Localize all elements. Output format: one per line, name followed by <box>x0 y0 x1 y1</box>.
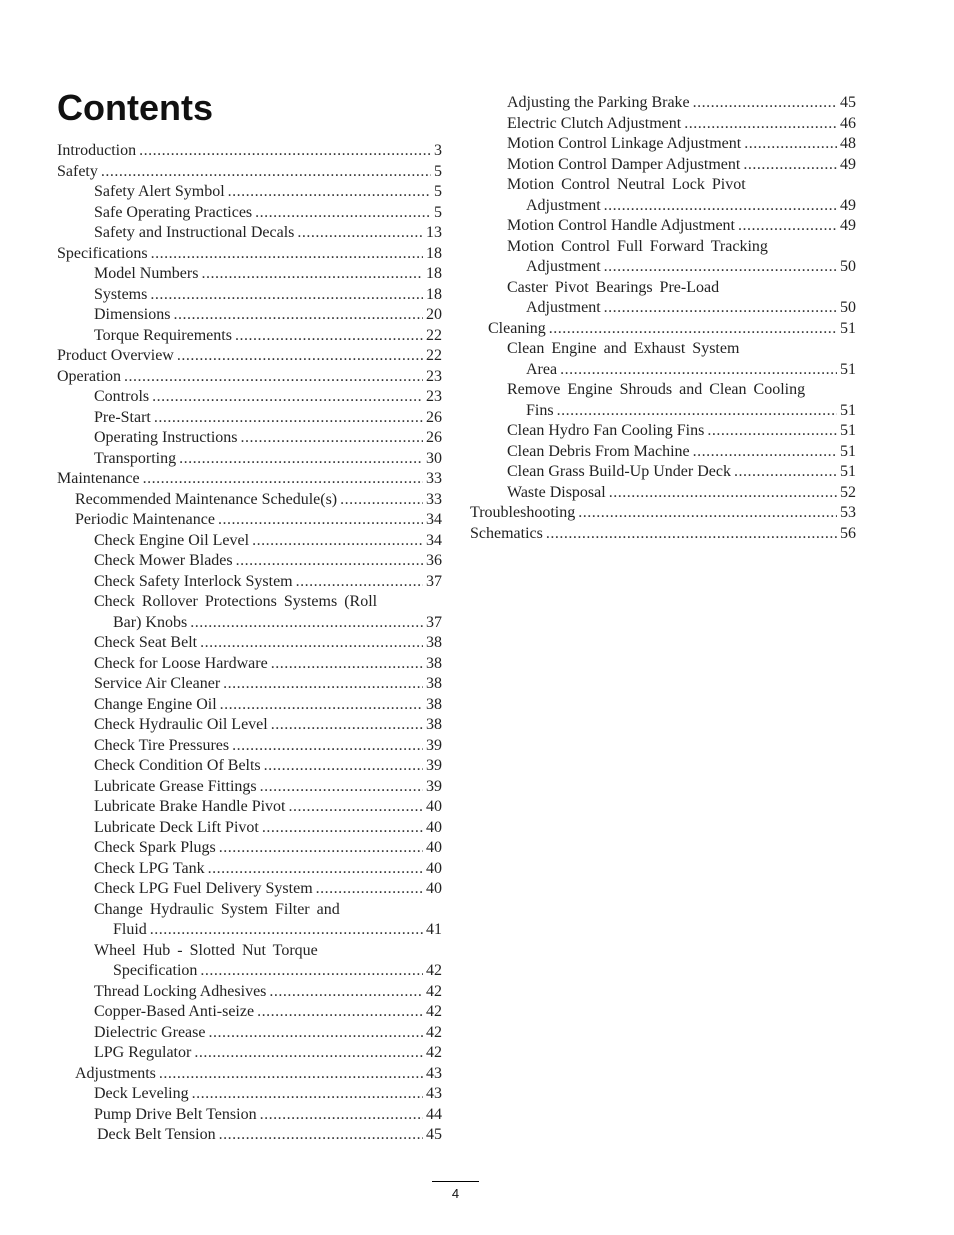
toc-entry-title: Lubricate Brake Handle Pivot <box>94 798 286 815</box>
toc-page-number: 37 <box>426 613 442 631</box>
toc-entry-continuation <box>94 613 442 634</box>
toc-entry[interactable] <box>57 592 442 633</box>
toc-entry[interactable] <box>57 223 442 244</box>
toc-page-number: 42 <box>426 1044 442 1061</box>
toc-page-number: 38 <box>426 675 442 692</box>
toc-page-number: 23 <box>426 388 442 405</box>
toc-entry-title: Service Air Cleaner <box>94 675 221 692</box>
toc-entry-title: Motion Control Linkage Adjustment <box>507 135 742 152</box>
dot-leader <box>152 387 423 408</box>
dot-leader <box>179 449 423 470</box>
dot-leader <box>609 483 837 504</box>
toc-page-number: 40 <box>426 859 442 877</box>
page-number: 4 <box>451 1186 460 1201</box>
toc-entry[interactable] <box>57 1002 442 1023</box>
toc-entry-title: Operating Instructions <box>94 429 238 446</box>
toc-entry-title: Wheel Hub - Slotted Nut Torque <box>94 941 318 959</box>
dot-leader <box>743 155 837 176</box>
toc-page-number: 40 <box>426 880 442 897</box>
toc-page-number: 50 <box>840 299 856 316</box>
toc-page-number: 56 <box>840 524 856 542</box>
toc-entry[interactable] <box>57 777 442 798</box>
toc-page-number: 51 <box>840 422 856 439</box>
dot-leader <box>260 1105 423 1126</box>
toc-entry-title-cont: Fluid <box>113 921 147 938</box>
dot-leader <box>604 298 837 319</box>
toc-entry[interactable] <box>470 175 856 216</box>
toc-page-number: 48 <box>840 135 856 152</box>
toc-entry[interactable] <box>57 941 442 982</box>
dot-leader <box>235 326 423 347</box>
dot-leader <box>101 162 431 183</box>
toc-page-number: 36 <box>426 552 442 569</box>
dot-leader <box>194 1043 423 1064</box>
toc-entry[interactable] <box>57 1125 442 1146</box>
toc-entry[interactable] <box>57 982 442 1003</box>
toc-entry[interactable] <box>57 818 442 839</box>
toc-entry-title: Dimensions <box>94 306 171 323</box>
dot-leader <box>219 1125 423 1146</box>
toc-entry[interactable] <box>470 462 856 483</box>
dot-leader <box>297 223 423 244</box>
toc-entry[interactable] <box>57 469 442 490</box>
dot-leader <box>560 360 837 381</box>
dot-leader <box>262 818 423 839</box>
toc-page-number: 39 <box>426 736 442 754</box>
toc-page-number: 34 <box>426 511 442 528</box>
dot-leader <box>124 367 423 388</box>
toc-page-number: 18 <box>426 265 442 282</box>
toc-page-number: 42 <box>426 1023 442 1041</box>
toc-entry-title: Check Spark Plugs <box>94 839 216 856</box>
toc-entry-title: Safety and Instructional Decals <box>94 224 295 241</box>
dot-leader <box>159 1064 423 1085</box>
toc-page-number: 49 <box>840 196 856 214</box>
dot-leader <box>192 1084 423 1105</box>
toc-entry[interactable] <box>57 797 442 818</box>
dot-leader <box>693 93 837 114</box>
toc-entry-continuation <box>507 257 856 278</box>
toc-entry[interactable] <box>57 387 442 408</box>
toc-entry-title: Motion Control Handle Adjustment <box>507 217 735 234</box>
toc-entry[interactable] <box>470 319 856 340</box>
dot-leader <box>236 551 423 572</box>
dot-leader <box>271 715 423 736</box>
toc-page-number: 38 <box>426 634 442 651</box>
dot-leader <box>271 654 423 675</box>
dot-leader <box>208 859 423 880</box>
toc-page-number: 40 <box>426 818 442 836</box>
toc-entry-title: Clean Grass Build-Up Under Deck <box>507 463 731 480</box>
toc-entry[interactable] <box>57 1043 442 1064</box>
toc-entry-title-cont: Specification <box>113 962 198 979</box>
toc-entry-title: Check LPG Tank <box>94 859 205 877</box>
toc-entry-title: Check Tire Pressures <box>94 736 230 754</box>
toc-entry-title: Adjustments <box>75 1064 156 1082</box>
toc-entry-title: Check Mower Blades <box>94 552 233 569</box>
toc-entry-title: Troubleshooting <box>470 504 576 521</box>
toc-entry[interactable] <box>57 654 442 675</box>
dot-leader <box>220 695 423 716</box>
dot-leader <box>208 1023 423 1044</box>
toc-entry[interactable] <box>470 114 856 135</box>
dot-leader <box>200 961 423 982</box>
dot-leader <box>269 982 423 1003</box>
toc-page-number: 41 <box>426 921 442 938</box>
toc-entry-title: LPG Regulator <box>94 1044 192 1061</box>
toc-entry-title-cont: Adjustment <box>526 299 601 316</box>
dot-leader <box>557 401 837 422</box>
dot-leader <box>223 674 423 695</box>
toc-page-number: 5 <box>434 203 442 221</box>
dot-leader <box>177 346 423 367</box>
toc-entry-title-cont: Adjustment <box>526 258 601 275</box>
toc-page-number: 40 <box>426 798 442 815</box>
toc-page-number: 44 <box>426 1105 442 1123</box>
toc-entry[interactable] <box>57 695 442 716</box>
toc-page-number: 49 <box>840 217 856 234</box>
toc-entry[interactable] <box>470 134 856 155</box>
toc-entry-title: Copper-Based Anti-seize <box>94 1003 255 1020</box>
toc-entry[interactable] <box>57 182 442 203</box>
toc-entry[interactable] <box>57 1105 442 1126</box>
dot-leader <box>289 797 424 818</box>
toc-entry-title: Pre-Start <box>94 408 151 426</box>
toc-entry-title-cont: Bar) Knobs <box>113 613 188 631</box>
toc-entry[interactable] <box>57 141 442 162</box>
toc-entry-title: Transporting <box>94 449 177 467</box>
toc-entry-title: Torque Requirements <box>94 326 232 344</box>
dot-leader <box>693 442 837 463</box>
toc-entry-title: Clean Debris From Machine <box>507 442 690 460</box>
toc-entry-title: Check Condition Of Belts <box>94 757 261 774</box>
toc-entry[interactable] <box>57 551 442 572</box>
toc-entry[interactable] <box>470 339 856 380</box>
toc-entry[interactable] <box>57 674 442 695</box>
dot-leader <box>200 633 423 654</box>
toc-page-number: 34 <box>426 531 442 549</box>
toc-page-number: 45 <box>840 94 856 111</box>
dot-leader <box>264 756 423 777</box>
toc-entry[interactable] <box>57 346 442 367</box>
toc-entry[interactable] <box>57 900 442 941</box>
toc-left-column <box>57 141 442 1146</box>
toc-page-number: 18 <box>426 285 442 303</box>
toc-entry-title: Deck Belt Tension <box>97 1126 216 1143</box>
toc-entry-title: Schematics <box>470 524 543 542</box>
toc-entry-continuation <box>507 360 856 381</box>
toc-entry[interactable] <box>57 264 442 285</box>
toc-entry[interactable] <box>470 442 856 463</box>
dot-leader <box>252 531 423 552</box>
dot-leader <box>218 510 423 531</box>
toc-entry-title: Motion Control Damper Adjustment <box>507 155 741 173</box>
footer-rule <box>432 1181 479 1182</box>
dot-leader <box>316 879 423 900</box>
toc-page-number: 43 <box>426 1085 442 1102</box>
dot-leader <box>151 244 423 265</box>
dot-leader <box>154 408 423 429</box>
toc-page-number: 20 <box>426 306 442 323</box>
dot-leader <box>578 503 837 524</box>
toc-entry[interactable] <box>57 715 442 736</box>
toc-page-number: 42 <box>426 962 442 979</box>
toc-entry-title: Motion Control Neutral Lock Pivot <box>507 176 746 193</box>
toc-entry[interactable] <box>57 326 442 347</box>
toc-entry[interactable] <box>470 503 856 524</box>
page-title: Contents <box>57 87 213 128</box>
toc-entry-title: Check Engine Oil Level <box>94 531 250 549</box>
toc-page-number: 51 <box>840 401 856 419</box>
toc-entry[interactable] <box>57 1064 442 1085</box>
toc-page-number: 26 <box>426 408 442 426</box>
dot-leader <box>139 141 431 162</box>
dot-leader <box>257 1002 423 1023</box>
dot-leader <box>150 920 423 941</box>
dot-leader <box>228 182 431 203</box>
toc-entry[interactable] <box>470 237 856 278</box>
dot-leader <box>738 216 837 237</box>
toc-entry-title: Pump Drive Belt Tension <box>94 1105 257 1123</box>
dot-leader <box>232 736 423 757</box>
toc-entry[interactable] <box>57 633 442 654</box>
toc-entry-title: Systems <box>94 285 148 303</box>
toc-entry-title: Dielectric Grease <box>94 1023 206 1041</box>
toc-entry[interactable] <box>470 155 856 176</box>
toc-entry-title: Check Safety Interlock System <box>94 572 293 590</box>
toc-page-number: 51 <box>840 319 856 337</box>
toc-entry-title-cont: Area <box>526 360 558 378</box>
toc-entry-title: Product Overview <box>57 347 174 364</box>
toc-page-number: 53 <box>840 504 856 521</box>
toc-entry-title: Periodic Maintenance <box>75 511 215 528</box>
toc-entry[interactable] <box>57 1023 442 1044</box>
toc-entry-title: Check Seat Belt <box>94 634 198 651</box>
toc-entry-title: Check Hydraulic Oil Level <box>94 716 268 733</box>
toc-entry[interactable] <box>57 162 442 183</box>
toc-page-number: 52 <box>840 483 856 501</box>
toc-entry[interactable] <box>470 278 856 319</box>
toc-entry-title: Specifications <box>57 244 148 262</box>
toc-page-number: 3 <box>434 142 442 159</box>
dot-leader <box>684 114 837 135</box>
toc-page-number: 22 <box>426 347 442 364</box>
toc-entry[interactable] <box>57 367 442 388</box>
toc-entry[interactable] <box>57 736 442 757</box>
toc-page-number: 42 <box>426 1003 442 1020</box>
dot-leader <box>241 428 423 449</box>
toc-page-number: 5 <box>434 183 442 200</box>
dot-leader <box>219 838 423 859</box>
toc-entry[interactable] <box>57 1084 442 1105</box>
toc-entry-title: Waste Disposal <box>507 483 606 501</box>
dot-leader <box>296 572 423 593</box>
toc-entry[interactable] <box>57 408 442 429</box>
toc-entry-title: Safety Alert Symbol <box>94 183 225 200</box>
toc-entry[interactable] <box>57 572 442 593</box>
dot-leader <box>260 777 423 798</box>
toc-entry[interactable] <box>57 859 442 880</box>
dot-leader <box>173 305 423 326</box>
toc-entry[interactable] <box>57 531 442 552</box>
toc-entry-title: Recommended Maintenance Schedule(s) <box>75 490 338 508</box>
toc-right-column <box>470 93 856 544</box>
toc-entry[interactable] <box>470 380 856 421</box>
toc-entry[interactable] <box>470 483 856 504</box>
dot-leader <box>604 257 837 278</box>
toc-entry-title: Controls <box>94 388 150 405</box>
toc-entry[interactable] <box>57 285 442 306</box>
dot-leader <box>744 134 837 155</box>
toc-page-number: 22 <box>426 326 442 344</box>
toc-entry-title: Deck Leveling <box>94 1085 189 1102</box>
toc-entry-title: Caster Pivot Bearings Pre-Load <box>507 278 720 296</box>
toc-page-number: 51 <box>840 463 856 480</box>
toc-entry-title: Lubricate Deck Lift Pivot <box>94 818 259 836</box>
toc-entry[interactable] <box>57 490 442 511</box>
toc-entry[interactable] <box>57 305 442 326</box>
toc-entry[interactable] <box>57 879 442 900</box>
toc-entry-title: Remove Engine Shrouds and Clean Cooling <box>507 381 806 398</box>
toc-page-number: 5 <box>434 162 442 180</box>
toc-page-number: 43 <box>426 1064 442 1082</box>
toc-entry-title: Check LPG Fuel Delivery System <box>94 880 313 897</box>
toc-entry-title: Check Rollover Protections Systems (Roll <box>94 593 378 610</box>
toc-entry-title: Model Numbers <box>94 265 199 282</box>
toc-page-number: 39 <box>426 777 442 795</box>
toc-page-number: 46 <box>840 114 856 132</box>
toc-entry-title: Change Hydraulic System Filter and <box>94 900 340 918</box>
toc-page-number: 42 <box>426 982 442 1000</box>
toc-page-number: 51 <box>840 442 856 460</box>
toc-page-number: 38 <box>426 695 442 713</box>
toc-entry-title: Lubricate Grease Fittings <box>94 777 257 795</box>
toc-entry-title-cont: Fins <box>526 401 554 419</box>
toc-entry-title: Adjusting the Parking Brake <box>507 94 690 111</box>
toc-entry[interactable] <box>57 510 442 531</box>
toc-entry[interactable] <box>57 428 442 449</box>
toc-entry[interactable] <box>470 216 856 237</box>
dot-leader <box>340 490 423 511</box>
dot-leader <box>255 203 431 224</box>
dot-leader <box>734 462 837 483</box>
toc-page-number: 33 <box>426 490 442 508</box>
toc-entry-title: Cleaning <box>488 319 546 337</box>
toc-entry-title: Clean Engine and Exhaust System <box>507 340 740 357</box>
toc-entry[interactable] <box>470 93 856 114</box>
toc-entry-title: Thread Locking Adhesives <box>94 982 267 1000</box>
toc-entry-title: Safe Operating Practices <box>94 203 253 221</box>
toc-entry-continuation <box>507 298 856 319</box>
toc-entry-title: Clean Hydro Fan Cooling Fins <box>507 422 705 439</box>
toc-entry-title: Motion Control Full Forward Tracking <box>507 237 768 255</box>
dot-leader <box>604 196 837 217</box>
toc-entry-title: Electric Clutch Adjustment <box>507 114 682 132</box>
toc-entry-title: Check for Loose Hardware <box>94 654 268 672</box>
dot-leader <box>143 469 423 490</box>
dot-leader <box>707 421 837 442</box>
dot-leader <box>546 524 837 545</box>
toc-page-number: 13 <box>426 224 442 241</box>
toc-entry[interactable] <box>57 838 442 859</box>
toc-page-number: 40 <box>426 839 442 856</box>
toc-page-number: 38 <box>426 716 442 733</box>
toc-entry[interactable] <box>470 421 856 442</box>
toc-page-number: 50 <box>840 258 856 275</box>
toc-entry[interactable] <box>57 244 442 265</box>
toc-entry-title: Operation <box>57 367 121 385</box>
toc-entry[interactable] <box>57 203 442 224</box>
toc-entry-title: Introduction <box>57 142 137 159</box>
toc-page-number: 26 <box>426 429 442 446</box>
toc-page-number: 37 <box>426 572 442 590</box>
toc-page-number: 23 <box>426 367 442 385</box>
toc-entry[interactable] <box>470 524 856 545</box>
toc-entry-continuation <box>94 920 442 941</box>
toc-page-number: 49 <box>840 155 856 173</box>
toc-page-number: 30 <box>426 449 442 467</box>
toc-page-number: 51 <box>840 360 856 378</box>
dot-leader <box>201 264 423 285</box>
dot-leader <box>549 319 837 340</box>
toc-page-number: 33 <box>426 470 442 487</box>
toc-page-number: 45 <box>426 1126 442 1143</box>
toc-page-number: 38 <box>426 654 442 672</box>
toc-entry-title: Maintenance <box>57 470 140 487</box>
toc-entry-continuation <box>94 961 442 982</box>
dot-leader <box>190 613 423 634</box>
toc-entry[interactable] <box>57 756 442 777</box>
toc-page-number: 39 <box>426 757 442 774</box>
toc-entry-title: Safety <box>57 162 98 180</box>
toc-page-number: 18 <box>426 244 442 262</box>
toc-entry-continuation <box>507 401 856 422</box>
toc-entry-continuation <box>507 196 856 217</box>
dot-leader <box>150 285 423 306</box>
toc-entry-title-cont: Adjustment <box>526 196 601 214</box>
toc-entry-title: Change Engine Oil <box>94 695 217 713</box>
toc-entry[interactable] <box>57 449 442 470</box>
